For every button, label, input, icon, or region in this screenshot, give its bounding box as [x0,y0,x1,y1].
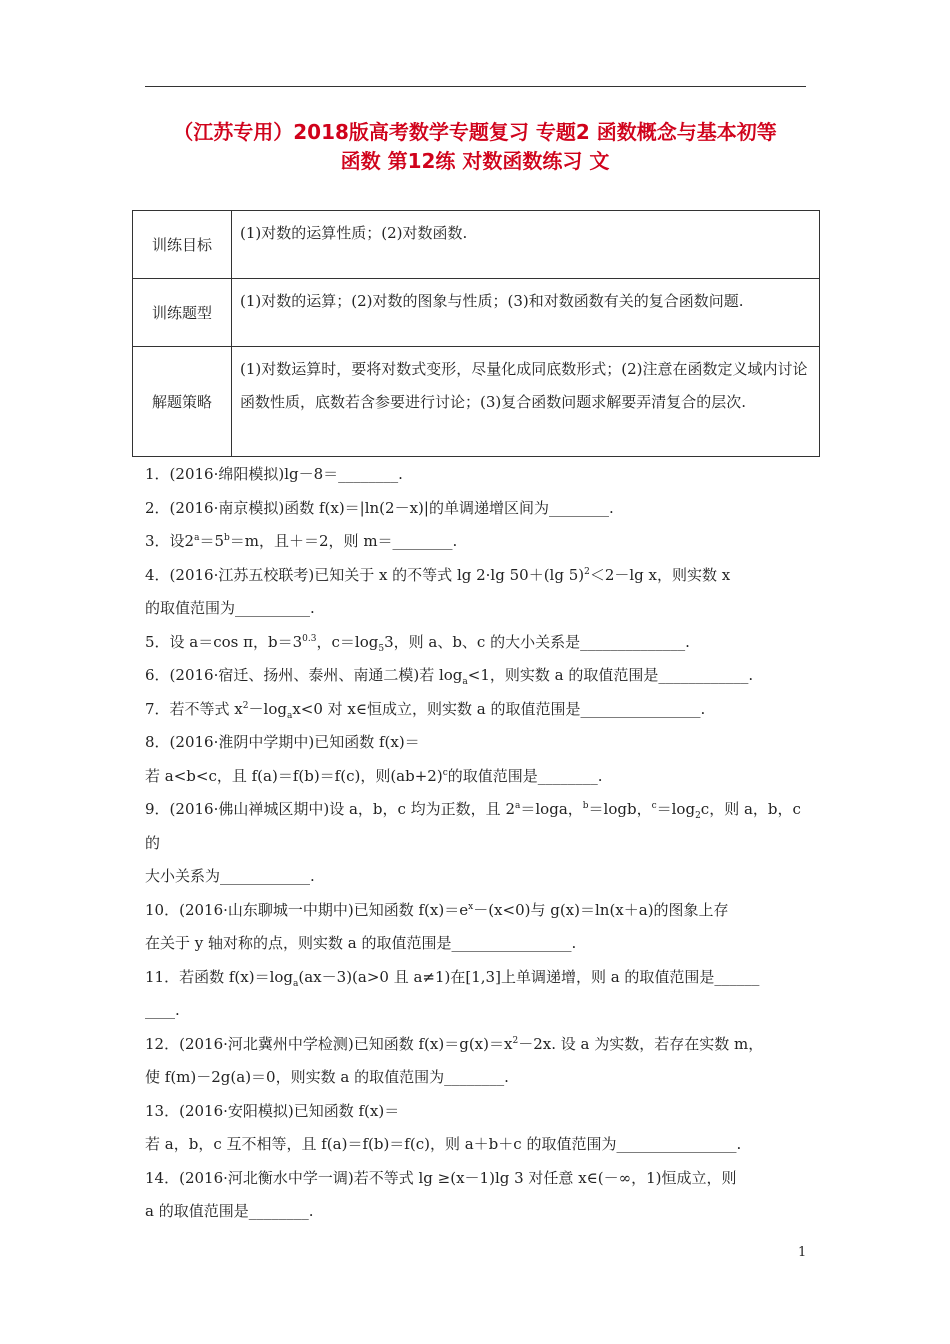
row-content-strategy: (1)对数运算时，要将对数式变形，尽量化成同底数形式；(2)注意在函数定义域内讨论函数性质，底数若含参要进行讨论；(3)复合函数问题求解要弄清复合的层次. [232,347,820,457]
problem-12: 12．(2016·河北冀州中学检测)已知函数 $f(x)=g(x)=x^2-2x$. 设 a 为实数，若存在实数 m， [145,1034,764,1053]
problem-7: 7．若不等式 $x^2-\log_ax<0$ 对 x∈恒成立，则实数 a 的取值范围是________________. [145,699,706,721]
problem-3: 3．设$2^a=5^b=m$，且＋＝2，则 m＝________. [145,532,458,550]
problem-12-cont: 使 f(m)－2g(a)＝0，则实数 a 的取值范围为________. [145,1068,509,1086]
training-info-table [132,210,820,457]
problem-10-cont: 在关于 y 轴对称的点，则实数 a 的取值范围是________________. [145,934,577,952]
problem-6: 6．(2016·宿迁、扬州、泰州、南通二模)若 $\log_a<1$，则实数 a 的取值范围是____________. [145,666,754,687]
row-label-strategy: 解题策略 [133,347,232,457]
problem-4-cont: 的取值范围为__________. [145,599,315,617]
title-line-2: 函数 第12练 对数函数练习 文 [340,149,610,173]
problem-11-cont: ____. [145,1001,180,1019]
problem-4: 4．(2016·江苏五校联考)已知关于 x 的不等式 lg 2·lg 50＋(lg 5)$^2$＜2－lg x，则实数 x [145,565,731,584]
problem-1: 1．(2016·绵阳模拟)lg－8＝________. [145,465,403,483]
problem-8-cont: 若 a<b<c，且 f(a)＝f(b)＝f(c)，则$(ab+2)^c$的取值范围是________. [145,766,603,785]
row-label-types: 训练题型 [133,279,232,347]
title-line-1: （江苏专用）2018版高考数学专题复习 专题2 函数概念与基本初等 [173,120,777,144]
problem-9-cont: 大小关系为____________. [145,867,315,885]
problem-9: 9．(2016·佛山禅城区期中)设 a，b，c 均为正数，且 $2^a=\log a$，$^b$＝logb，$^c=\log_2c$，则 a，b，c 的 [145,800,801,852]
row-content-types: (1)对数的运算；(2)对数的图象与性质；(3)和对数函数有关的复合函数问题. [232,279,820,347]
row-content-goal: (1)对数的运算性质；(2)对数函数. [232,211,820,279]
problem-14-cont: a 的取值范围是________. [145,1202,314,1220]
table-row [133,347,820,457]
problem-10: 10．(2016·山东聊城一中期中)已知函数 $f(x)=e^x-(x<0)$与 g(x)＝ln(x＋a)的图象上存 [145,900,729,919]
problem-11: 11．若函数 $f(x)=\log_a(ax-3)(a>0$ 且 a≠1)在[1,3]上单调递增，则 a 的取值范围是______ [145,967,760,989]
table-row [133,211,820,279]
row-label-goal: 训练目标 [133,211,232,279]
problem-5: 5．设 a＝cos π，$b=3^{0.3}$，$c=\log_53$，则 a、b、c 的大小关系是______________. [145,632,690,654]
problem-list [145,458,810,1229]
document-title [140,118,810,176]
table-row [133,279,820,347]
header-rule [145,86,806,87]
problem-2: 2．(2016·南京模拟)函数 f(x)＝|ln(2－x)|的单调递增区间为________. [145,498,614,517]
problem-13-cont: 若 a，b，c 互不相等，且 f(a)＝f(b)＝f(c)，则 a＋b＋c 的取值范围为________________. [145,1135,742,1153]
page-number: 1 [798,1245,807,1260]
problem-14: 14．(2016·河北衡水中学一调)若不等式 lg ≥(x－1)lg 3 对任意 x∈(－∞，1)恒成立，则 [145,1168,737,1187]
problem-8: 8．(2016·淮阴中学期中)已知函数 f(x)＝ [145,733,420,751]
problem-13: 13．(2016·安阳模拟)已知函数 f(x)＝ [145,1101,400,1120]
